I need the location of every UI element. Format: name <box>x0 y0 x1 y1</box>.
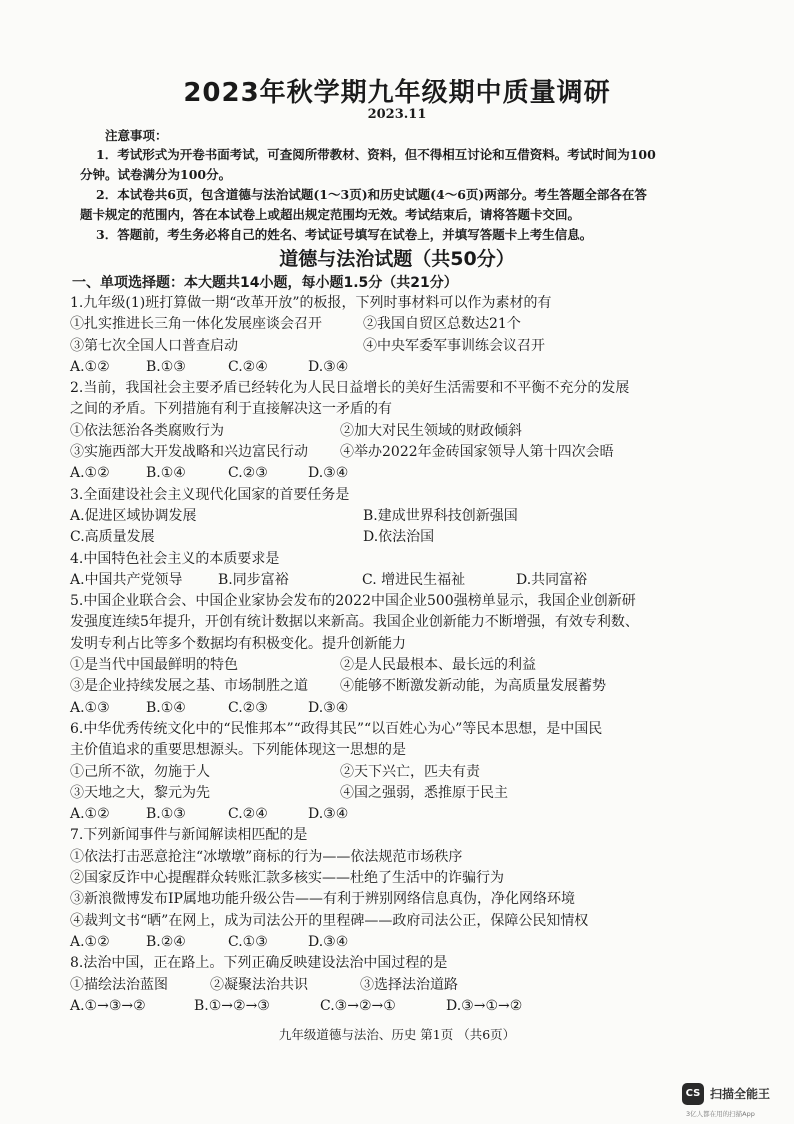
question-item: ②加大对民生领域的财政倾斜 <box>340 422 522 439</box>
answer-option: A.①② <box>70 358 110 375</box>
question-stem: 3.全面建设社会主义现代化国家的首要任务是 <box>70 486 350 503</box>
answer-option: C.②④ <box>228 358 268 375</box>
page-footer: 九年级道德与法治、历史 第1页 （共6页） <box>278 1027 516 1042</box>
instruction-line: 题卡规定的范围内，答在本试卷上或超出规定范围均无效。考试结束后，请将答题卡交回。 <box>80 207 581 222</box>
question-item: ①扎实推进长三角一体化发展座谈会召开 <box>70 316 322 333</box>
answer-option: B.同步富裕 <box>218 571 289 588</box>
question-item: ④中央军委军事训练会议召开 <box>363 337 545 354</box>
answer-option: C.③→②→① <box>320 997 396 1014</box>
answer-option: A.①② <box>70 933 110 950</box>
question-item: ④裁判文书“晒”在网上，成为司法公开的里程碑——政府司法公正，保障公民知情权 <box>70 912 589 929</box>
question-item: ③新浪微博发布IP属地功能升级公告——有利于辨别网络信息真伪，净化网络环境 <box>70 891 575 908</box>
answer-option: C.高质量发展 <box>70 529 155 546</box>
question-stem: 4.中国特色社会主义的本质要求是 <box>70 550 280 567</box>
question-stem: 发明专利占比等多个数据均有积极变化。提升创新能力 <box>70 635 406 652</box>
question-item: ③是企业持续发展之基、市场制胜之道 <box>70 678 308 695</box>
question-stem: 8.法治中国，正在路上。下列正确反映建设法治中国过程的是 <box>70 955 448 972</box>
question-item: ①是当代中国最鲜明的特色 <box>70 657 238 674</box>
answer-option: C.①③ <box>228 933 268 950</box>
answer-option: A.中国共产党领导 <box>70 571 183 588</box>
scanner-watermark <box>676 1081 794 1121</box>
instruction-line: 3．答题前，考生务必将自己的姓名、考试证号填写在试卷上，并填写答题卡上考生信息。 <box>96 227 593 242</box>
answer-option: C.②③ <box>228 465 268 482</box>
question-stem: 6.中华优秀传统文化中的“民惟邦本”“政得其民”“以百姓心为心”等民本思想，是中国民 <box>70 720 603 737</box>
answer-option: D.③④ <box>308 358 349 375</box>
question-stem: 发强度连续5年提升，开创有统计数据以来新高。我国企业创新能力不断增强，有效专利数、 <box>70 614 639 631</box>
answer-option: C. 增进民生福祉 <box>362 571 466 588</box>
question-item: ④能够不断激发新动能，为高质量发展蓄势 <box>340 678 606 695</box>
question-stem: 之间的矛盾。下列措施有利于直接解决这一矛盾的有 <box>70 401 392 418</box>
answer-option: A.促进区域协调发展 <box>70 507 197 524</box>
question-item: ②凝聚法治共识 <box>210 976 308 993</box>
scanner-logo-icon: CS <box>682 1083 704 1105</box>
question-item: ②天下兴亡，匹夫有责 <box>340 763 480 780</box>
exam-date: 2023.11 <box>367 107 427 122</box>
answer-option: D.依法治国 <box>363 529 435 546</box>
instructions <box>80 126 720 245</box>
answer-option: D.③④ <box>308 699 349 716</box>
answer-option: A.①② <box>70 806 110 823</box>
answer-option: B.①④ <box>146 465 186 482</box>
question-item: ③天地之大，黎元为先 <box>70 784 210 801</box>
answer-option: A.①② <box>70 465 110 482</box>
question-item: ①依法惩治各类腐败行为 <box>70 422 224 439</box>
question-stem: 主价值追求的重要思想源头。下列能体现这一思想的是 <box>70 742 406 759</box>
question-item: ③选择法治道路 <box>360 976 458 993</box>
question-item: ②我国自贸区总数达21个 <box>363 316 521 333</box>
question-item: ①描绘法治蓝图 <box>70 976 168 993</box>
question-item: ②是人民最根本、最长远的利益 <box>340 657 536 674</box>
answer-option: B.②④ <box>146 933 186 950</box>
section-title: 道德与法治试题（共50分） <box>279 248 515 270</box>
answer-option: B.①④ <box>146 699 186 716</box>
question-stem: 7.下列新闻事件与新闻解读相匹配的是 <box>70 827 308 844</box>
question-item: ①己所不欲，勿施于人 <box>70 763 210 780</box>
scanner-tagline: 3亿人都在用的扫描App <box>686 1110 755 1118</box>
answer-option: D.③④ <box>308 806 349 823</box>
answer-option: A.①→③→② <box>70 997 146 1014</box>
answer-option: D.③④ <box>308 465 349 482</box>
answer-option: B.①→②→③ <box>194 997 270 1014</box>
question-stem: 5.中国企业联合会、中国企业家协会发布的2022中国企业500强榜单显示，我国企业创新研 <box>70 593 636 610</box>
question-item: ①依法打击恶意抢注“冰墩墩”商标的行为——依法规范市场秩序 <box>70 848 463 865</box>
question-list <box>70 293 710 1017</box>
instruction-line: 1．考试形式为开卷书面考试，可查阅所带教材、资料，但不得相互讨论和互借资料。考试时间为100 <box>96 147 656 162</box>
scanner-name: 扫描全能王 <box>710 1087 771 1101</box>
part-title: 一、单项选择题：本大题共14小题，每小题1.5分（共21分） <box>72 275 458 291</box>
question-stem: 1.九年级(1)班打算做一期“改革开放”的板报，下列时事材料可以作为素材的有 <box>70 295 552 311</box>
instruction-line: 2．本试卷共6页，包含道德与法治试题(1～3页)和历史试题(4～6页)两部分。考生答题全部各在答 <box>96 187 647 202</box>
answer-option: B.建成世界科技创新强国 <box>363 507 518 524</box>
answer-option: B.①③ <box>146 358 186 375</box>
question-item: ④国之强弱，悉推原于民主 <box>340 784 508 801</box>
instructions-heading: 注意事项： <box>105 128 168 143</box>
answer-option: C.②③ <box>228 699 268 716</box>
answer-option: D.共同富裕 <box>516 571 588 588</box>
question-stem: 2.当前，我国社会主要矛盾已经转化为人民日益增长的美好生活需要和不平衡不充分的发展 <box>70 380 630 397</box>
question-item: ②国家反诈中心提醒群众转账汇款多核实——杜绝了生活中的诈骗行为 <box>70 870 504 887</box>
answer-option: D.③→①→② <box>446 997 523 1014</box>
question-item: ③第七次全国人口普查启动 <box>70 337 238 354</box>
instruction-line: 分钟。试卷满分为100分。 <box>80 167 232 182</box>
question-item: ④举办2022年金砖国家领导人第十四次会晤 <box>340 444 614 461</box>
question-item: ③实施西部大开发战略和兴边富民行动 <box>70 444 308 461</box>
answer-option: A.①③ <box>70 699 110 716</box>
answer-option: C.②④ <box>228 806 268 823</box>
answer-option: B.①③ <box>146 806 186 823</box>
answer-option: D.③④ <box>308 933 349 950</box>
exam-title: 2023年秋学期九年级期中质量调研 <box>183 78 611 108</box>
